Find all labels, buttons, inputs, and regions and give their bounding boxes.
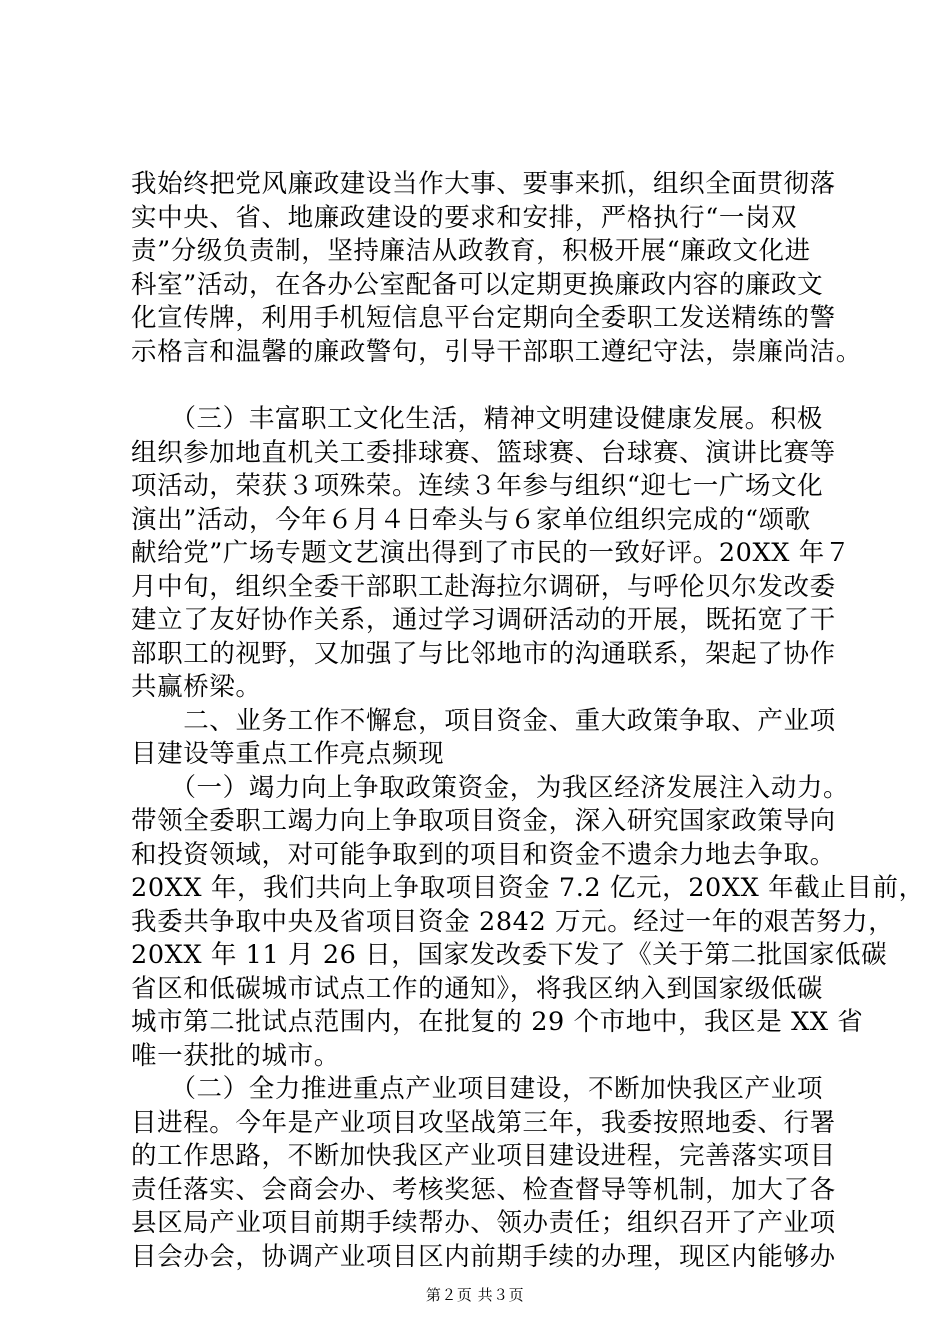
text-line: 城市第二批试点范围内，在批复的 29 个市地中，我区是 XX 省 [131,1007,864,1037]
document-body [131,168,925,1274]
text-line: （三）丰富职工文化生活，精神文明建设健康发展。积极 [131,404,823,434]
text-line: 我委共争取中央及省项目资金 2842 万元。经过一年的艰苦努力， [131,906,895,937]
text-line: 责任落实、会商会办、考核奖惩、检查督导等机制，加大了各 [131,1174,836,1205]
text-line: 项活动，荣获３项殊荣。连续３年参与组织“迎七一广场文化 [131,471,824,501]
page-footer [0,1284,950,1305]
text-line: 实中央、省、地廉政建设的要求和安排，严格执行“一岗双 [131,202,798,233]
text-line: 演出”活动，今年６月４日牵头与６家单位组织完成的“颂歌 [131,504,811,535]
text-line: 建立了友好协作关系，通过学习调研活动的开展，既拓宽了干 [131,605,836,635]
text-line: 目建设等重点工作亮点频现 [131,739,445,769]
text-line: 省区和低碳城市试点工作的通知》，将我区纳入到国家级低碳 [131,973,823,1004]
text-line: （二）全力推进重点产业项目建设，不断加快我区产业项 [131,1074,823,1104]
text-line: 示格言和温馨的廉政警句，引导干部职工遵纪守法，崇廉尚洁。 [131,336,862,367]
text-line: （一）竭力向上争取政策资金，为我区经济发展注入动力。 [131,772,850,803]
text-line: 科室”活动，在各办公室配备可以定期更换廉政内容的廉政文 [131,269,824,300]
text-line: 目会办会，协调产业项目区内前期手续的办理，现区内能够办 [131,1241,836,1272]
text-line: 二、业务工作不懈怠，项目资金、重大政策争取、产业项 [131,705,836,736]
text-line: 献给党”广场专题文艺演出得到了市民的一致好评。20XX 年７ [131,538,851,568]
text-line: 唯一获批的城市。 [131,1040,340,1071]
text-line: 和投资领域，对可能争取到的项目和资金不遗余力地去争取。 [131,839,836,870]
text-line: 20XX 年 11 月 26 日，国家发改委下发了《关于第二批国家低碳 [131,940,888,970]
text-line: 我始终把党风廉政建设当作大事、要事来抓，组织全面贯彻落 [131,169,836,199]
text-line: 月中旬，组织全委干部职工赴海拉尔调研，与呼伦贝尔发改委 [131,571,836,602]
text-line: 的工作思路，不断加快我区产业项目建设进程，完善落实项目 [131,1141,836,1171]
paragraph-gap [131,369,861,403]
page-number: 第２页 共３页 [425,1286,525,1304]
text-line: 20XX 年，我们共向上争取项目资金 7.2 亿元，20XX 年截止目前， [131,873,925,903]
text-line: 组织参加地直机关工委排球赛、篮球赛、台球赛、演讲比赛等 [131,437,836,468]
text-line: 共赢桥梁。 [131,672,262,702]
text-line: 目进程。今年是产业项目攻坚战第三年，我委按照地委、行署 [131,1107,836,1138]
text-line: 责”分级负责制，坚持廉洁从政教育，积极开展“廉政文化进 [131,236,811,266]
text-line: 带领全委职工竭力向上争取项目资金，深入研究国家政策导向 [131,806,836,836]
text-line: 部职工的视野，又加强了与比邻地市的沟通联系，架起了协作 [131,638,836,669]
text-line: 化宣传牌，利用手机短信息平台定期向全委职工发送精练的警 [131,303,836,333]
text-line: 县区局产业项目前期手续帮办、领办责任；组织召开了产业项 [131,1208,836,1238]
